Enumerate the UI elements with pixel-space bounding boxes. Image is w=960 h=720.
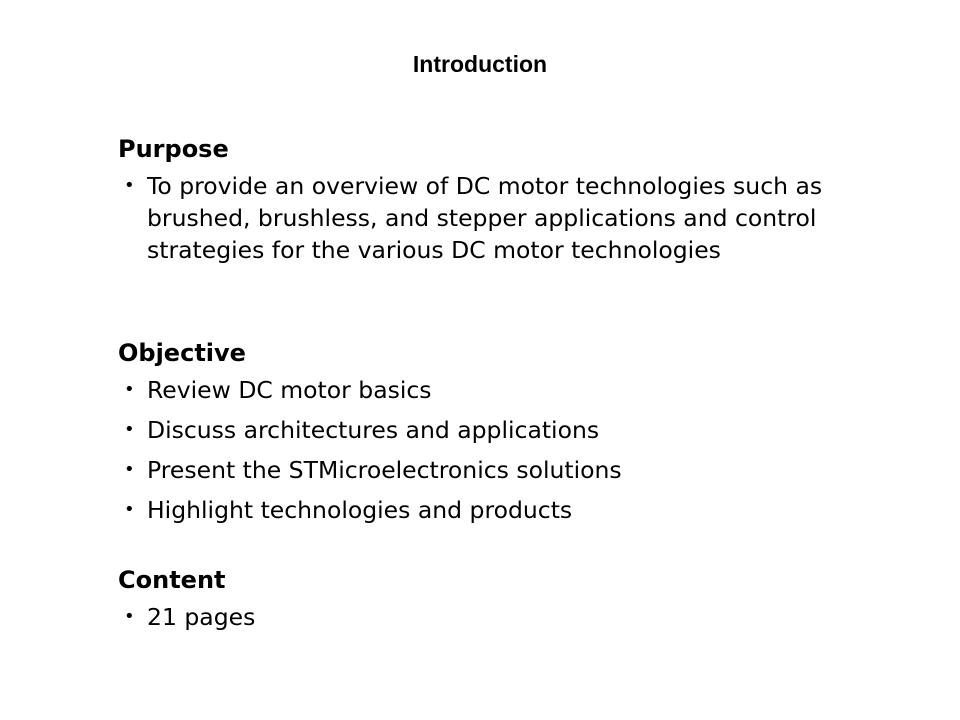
list-item-text: Review DC motor basics [147, 376, 432, 404]
list-item-text: Present the STMicroelectronics solutions [147, 456, 622, 484]
slide-title: Introduction [412, 51, 548, 77]
section-heading-content: Content [118, 566, 226, 594]
list-item-text: Discuss architectures and applications [147, 416, 600, 444]
section-purpose [118, 134, 878, 274]
bullet-icon: • [124, 419, 135, 440]
section-heading-objective: Objective [118, 339, 246, 367]
list-item-text: To provide an overview of DC motor technologies such as brushed, brushless, and stepper applications and control strategies for the various DC motor technologies [147, 172, 823, 264]
list-item [118, 374, 878, 406]
bullet-icon: • [124, 175, 135, 196]
list-item-text: 21 pages [147, 603, 256, 631]
section-content [118, 565, 878, 641]
list-item [118, 414, 878, 446]
bullet-icon: • [124, 499, 135, 520]
list-item [118, 601, 878, 633]
section-objective [118, 338, 878, 534]
list-item [118, 170, 878, 266]
content-list [118, 601, 878, 633]
list-item-text: Highlight technologies and products [147, 496, 573, 524]
purpose-list [118, 170, 878, 266]
bullet-icon: • [124, 606, 135, 627]
bullet-icon: • [124, 459, 135, 480]
list-item [118, 494, 878, 526]
section-heading-purpose: Purpose [118, 135, 229, 163]
bullet-icon: • [124, 379, 135, 400]
objective-list [118, 374, 878, 526]
list-item [118, 454, 878, 486]
